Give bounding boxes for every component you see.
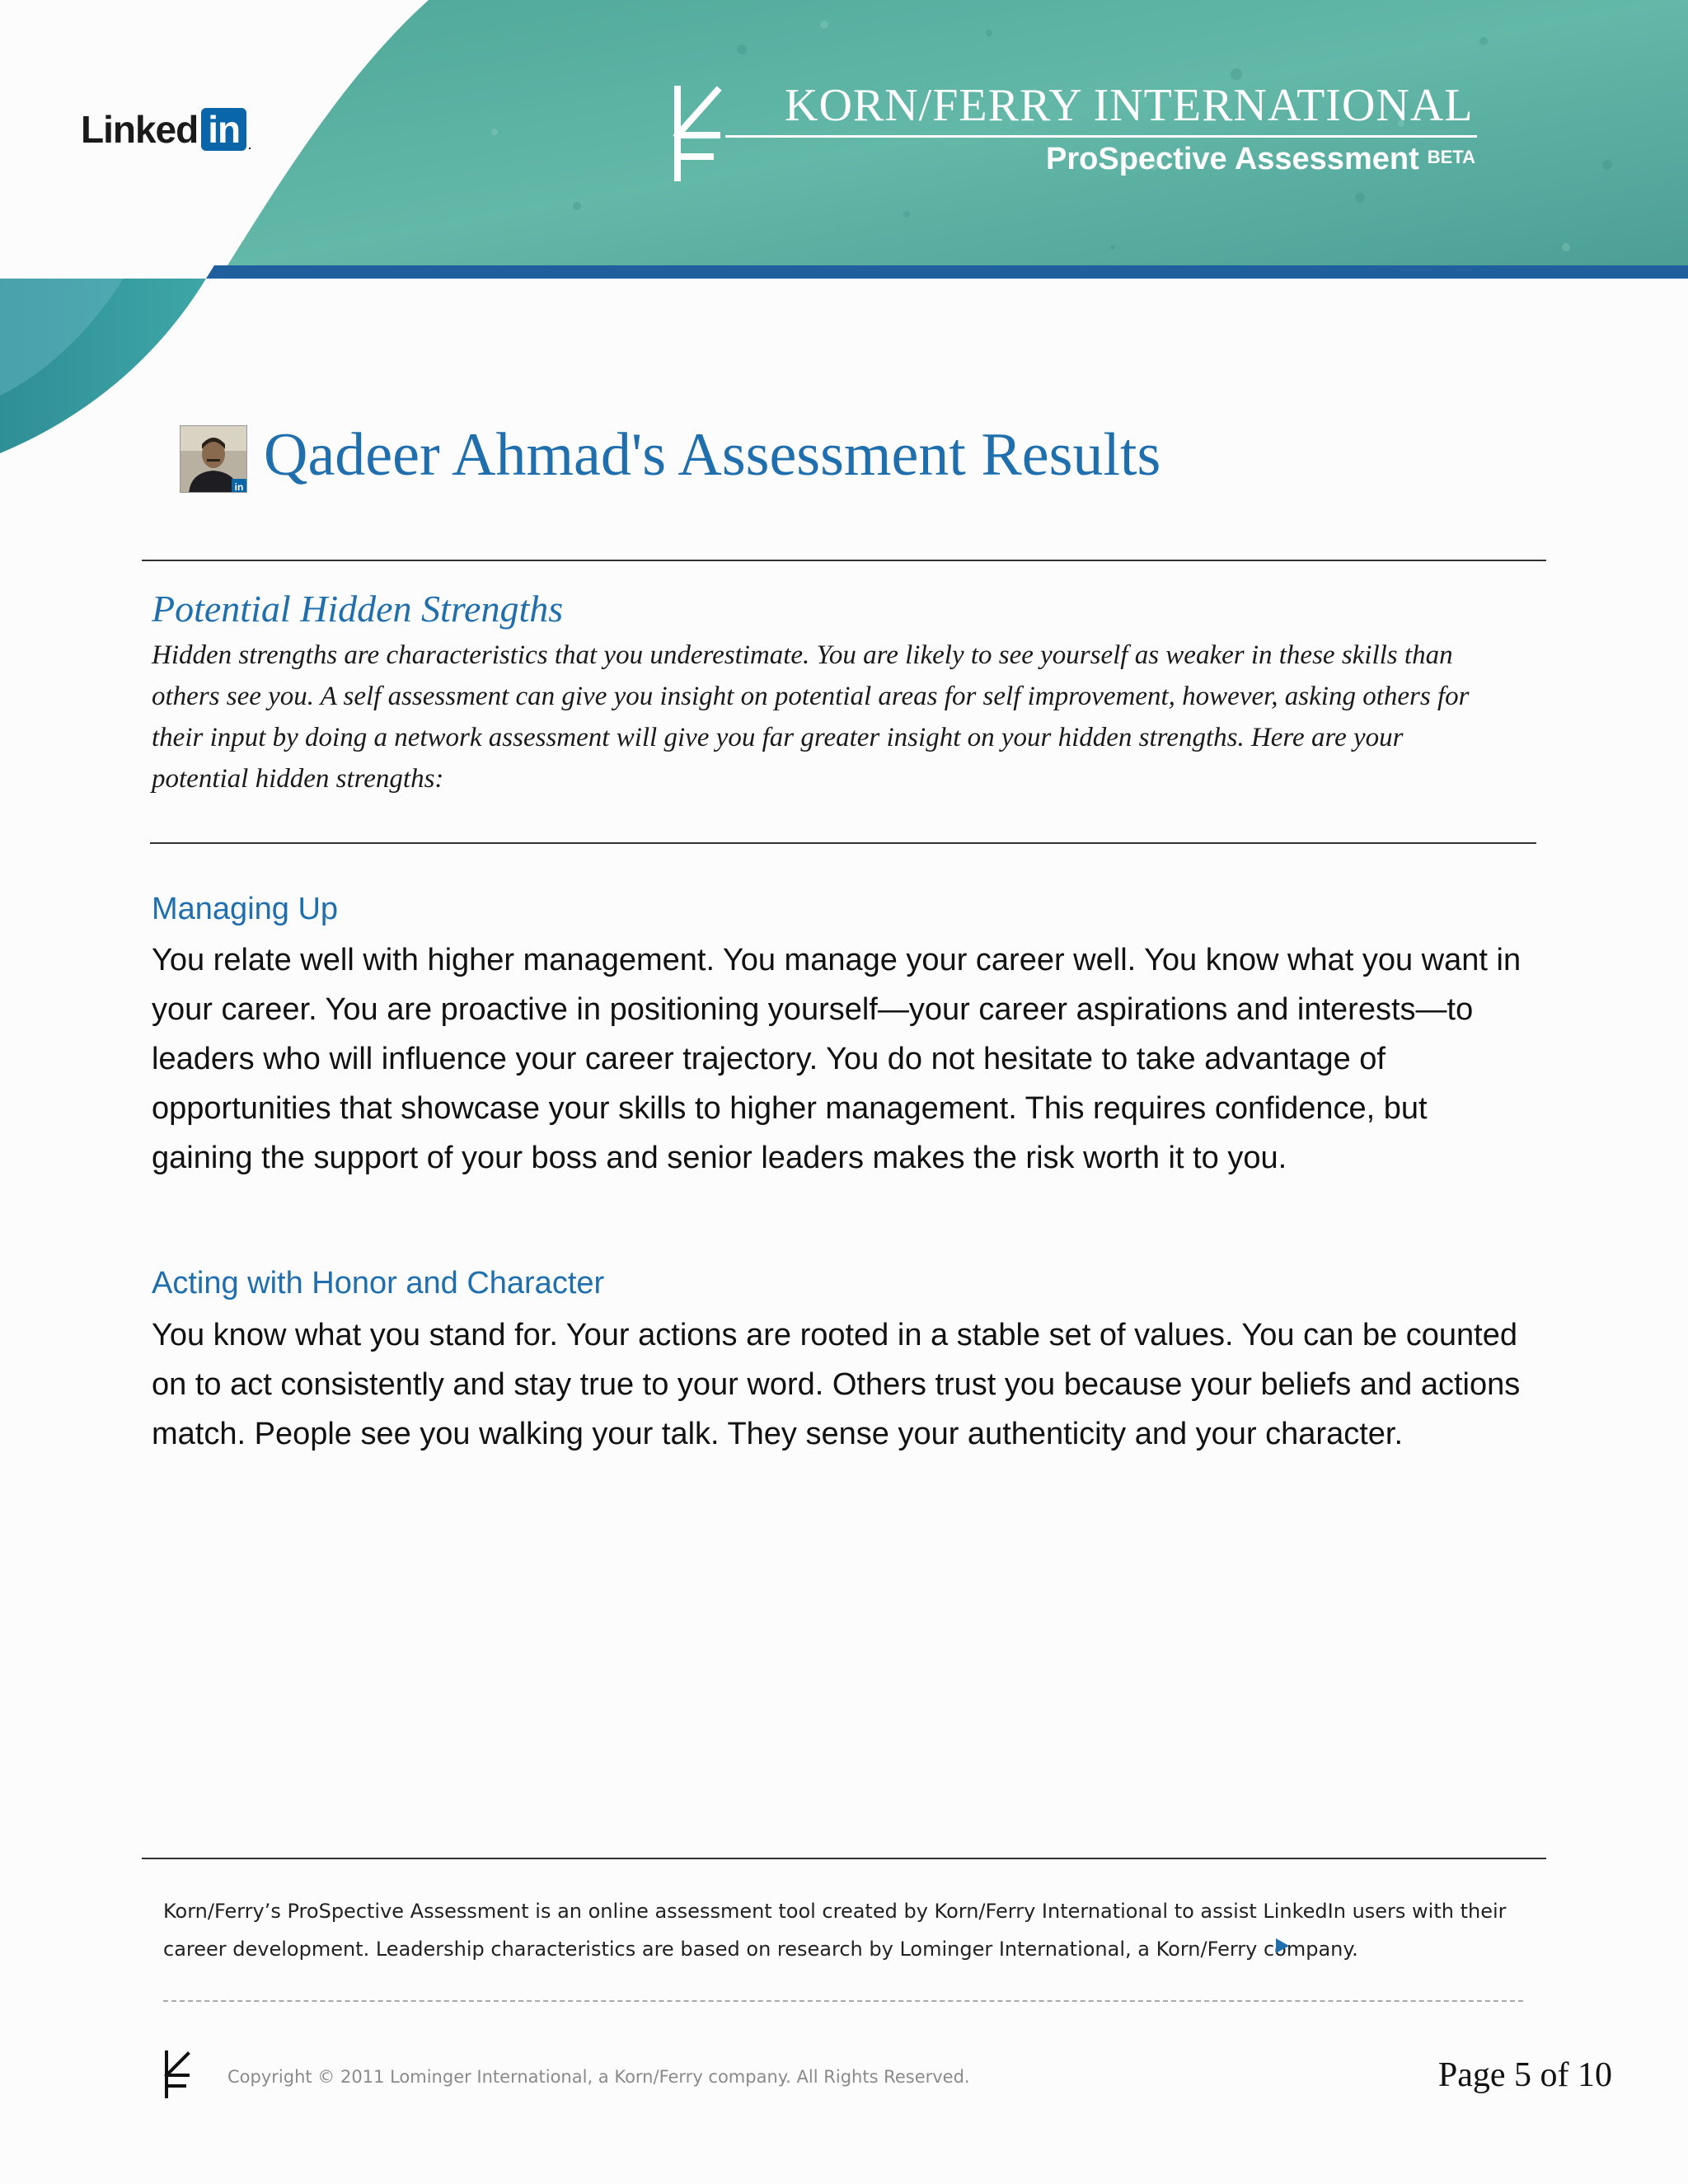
korn-ferry-rule	[725, 135, 1477, 138]
linkedin-logo-word: Linked	[81, 108, 199, 151]
page-number: Page 5 of 10	[1437, 2056, 1612, 2094]
page-title: Qadeer Ahmad's Assessment Results	[264, 421, 1161, 489]
section-intro: Hidden strengths are characteristics that you underestimate. You are likely to see yourself as weaker in these skills than others see you. A self assessment can give you insight on potential areas for self improvement, however, asking others for their input by doing a network assessment will give you far greater insight on your hidden strengths. Here are your potential hidden strengths:	[152, 640, 1470, 794]
product-name	[1046, 142, 1475, 177]
section-heading: Potential Hidden Strengths	[152, 588, 564, 630]
footer-dashed-divider	[163, 2000, 1523, 2002]
profile-photo-icon	[181, 426, 247, 493]
footer-note: Korn/Ferry’s ProSpective Assessment is an online assessment tool created by Korn/Ferry International to assist LinkedIn users with their career development. Leadership characteristics are based on research by Lominger International, a Korn/Ferry company.	[163, 1900, 1507, 1961]
header-banner	[0, 0, 1688, 462]
header-background	[0, 0, 1688, 462]
korn-ferry-monogram-icon	[669, 84, 727, 183]
product-name-text: ProSpective Assessment	[1046, 142, 1419, 176]
linkedin-logo: Linked in .	[81, 108, 251, 152]
svg-text:in: in	[234, 481, 244, 493]
linkedin-logo-in: in	[201, 108, 246, 151]
section-divider	[150, 842, 1536, 844]
strength-body-honor-character: You know what you stand for. Your actions are rooted in a stable set of values. You can be counted on to act consistently and stay true to your word. Others trust you because your beliefs and actions match. People see you walking your talk. They sense your authenticity and your character.	[152, 1318, 1521, 1451]
strength-body-managing-up: You relate well with higher management. You manage your career well. You know what you want in your career. You are proactive in positioning yourself—your career aspirations and interests—to leaders who will influence your career trajectory. You do not hesitate to take advantage of opportunities that showcase your skills to higher management. This requires confidence, but gaining the support of your boss and senior leaders makes the risk worth it to you.	[152, 943, 1522, 1175]
play-arrow-icon[interactable]	[1276, 1938, 1289, 1953]
korn-ferry-footer-monogram-icon	[162, 2049, 195, 2100]
strength-title-honor-character: Acting with Honor and Character	[152, 1266, 605, 1301]
beta-tag: BETA	[1427, 147, 1475, 167]
company-name: KORN/FERRY INTERNATIONAL	[785, 80, 1474, 131]
strength-title-managing-up: Managing Up	[152, 892, 339, 926]
footer-divider	[142, 1858, 1546, 1859]
copyright: Copyright © 2011 Lominger International, a Korn/Ferry company. All Rights Reserved.	[227, 2067, 970, 2087]
avatar[interactable]	[180, 425, 247, 493]
title-divider	[142, 560, 1546, 561]
